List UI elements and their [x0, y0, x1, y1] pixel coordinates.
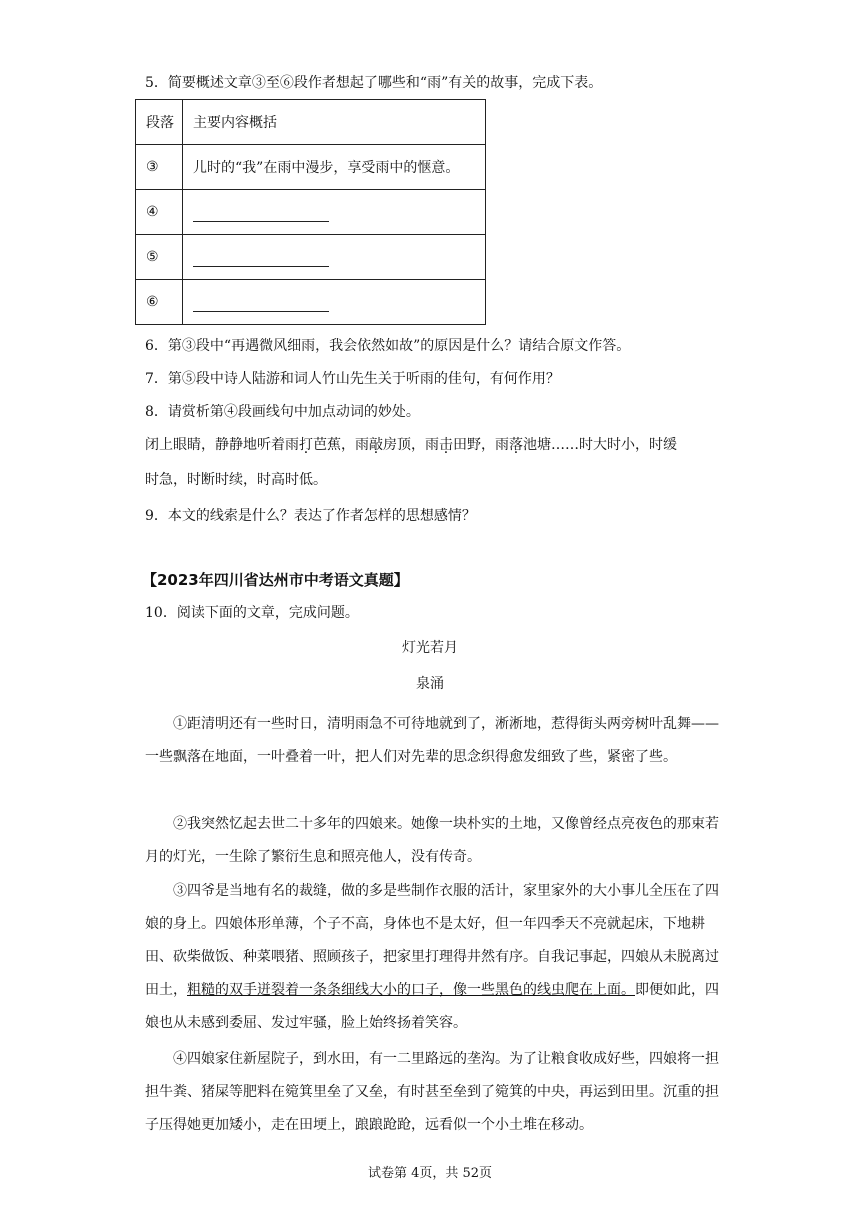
answer-blank[interactable] [193, 293, 329, 312]
table-row [136, 280, 486, 325]
article-paragraph-1: ①距清明还有一些时日，清明雨急不可待地就到了，淅淅地，惹得街头两旁树叶乱舞——一些飘落在地面，一叶叠着一叶，把人们对先辈的思念织得愈发细致了些，紧密了些。 [145, 716, 719, 765]
summary-table [135, 99, 486, 325]
question-5: 5．简要概述文章③至⑥段作者想起了哪些和“雨”有关的故事，完成下表。 [145, 75, 603, 91]
table-row [136, 145, 486, 190]
table-header-content: 主要内容概括 [183, 100, 486, 145]
quote-line-2: 时急，时断时续，时高时低。 [145, 472, 327, 488]
table-row [136, 190, 486, 235]
question-9: 9．本文的线索是什么？表达了作者怎样的思想感情？ [145, 508, 476, 524]
dotted-verb: 敲 [369, 437, 383, 453]
table-cell-para: ③ [136, 145, 183, 190]
question-7: 7．第⑤段中诗人陆游和词人竹山先生关于听雨的佳句，有何作用？ [145, 371, 560, 387]
dotted-verb: 打 [299, 437, 313, 453]
question-6: 6．第③段中“再遇微风细雨，我会依然如故”的原因是什么？请结合原文作答。 [145, 338, 631, 354]
table-cell-blank[interactable] [183, 280, 486, 325]
table-row [136, 235, 486, 280]
table-header-para: 段落 [136, 100, 183, 145]
table-cell-para: ⑥ [136, 280, 183, 325]
question-8: 8．请赏析第④段画线句中加点动词的妙处。 [145, 404, 420, 420]
answer-blank[interactable] [193, 248, 329, 267]
dotted-verb: 落 [509, 437, 523, 453]
answer-blank[interactable] [193, 203, 329, 222]
article-title: 灯光若月 [402, 640, 458, 656]
table-cell-blank[interactable] [183, 190, 486, 235]
table-header-row [136, 100, 486, 145]
article-paragraph-4: ④四娘家住新屋院子，到水田，有一二里路远的垄沟。为了让粮食收成好些，四娘将一担担牛粪、猪屎等肥料在箢箕里垒了又垒，有时甚至垒到了箢箕的中央，再运到田里。沉重的担子压得她更加矮小，走在田埂上，踉踉跄跄，远看似一个小土堆在移动。 [145, 1051, 719, 1133]
table-cell-content: 儿时的“我”在雨中漫步，享受雨中的惬意。 [183, 145, 486, 190]
page-footer: 试卷第 4页，共 52页 [367, 1166, 493, 1181]
question-10: 10．阅读下面的文章，完成问题。 [145, 605, 359, 621]
dotted-verb: 击 [439, 437, 453, 453]
article-paragraph-2: ②我突然忆起去世二十多年的四娘来。她像一块朴实的土地，又像曾经点亮夜色的那束若月的灯光，一生除了繁衍生息和照亮他人，没有传奇。 [145, 816, 719, 865]
table-cell-para: ⑤ [136, 235, 183, 280]
article-paragraph-3: ③四爷是当地有名的裁缝，做的多是些制作衣服的活计，家里家外的大小事儿全压在了四娘的身上。四娘体形单薄，个子不高，身体也不是太好，但一年四季天不亮就起床，下地耕田、砍柴做饭、种菜喂猪、照顾孩子，把家里打理得井然有序。自我记事起，四娘从未脱离过田土，粗糙的双手迸裂着一条条细线大小的口子，像一些黑色的线虫爬在上面。即便如此，四娘也从未感到委屈、发过牢骚，脸上始终扬着笑容。 [145, 883, 719, 1031]
article-author: 泉涌 [416, 676, 444, 692]
table-cell-blank[interactable] [183, 235, 486, 280]
section-title: 【2023年四川省达州市中考语文真题】 [142, 571, 409, 589]
table-cell-para: ④ [136, 190, 183, 235]
quote-line-1: 闭上眼睛，静静地听着雨打芭蕉，雨敲房顶，雨击田野，雨落池塘……时大时小，时缓 [145, 437, 677, 453]
underlined-sentence: 粗糙的双手迸裂着一条条细线大小的口子，像一些黑色的线虫爬在上面。 [187, 982, 635, 998]
